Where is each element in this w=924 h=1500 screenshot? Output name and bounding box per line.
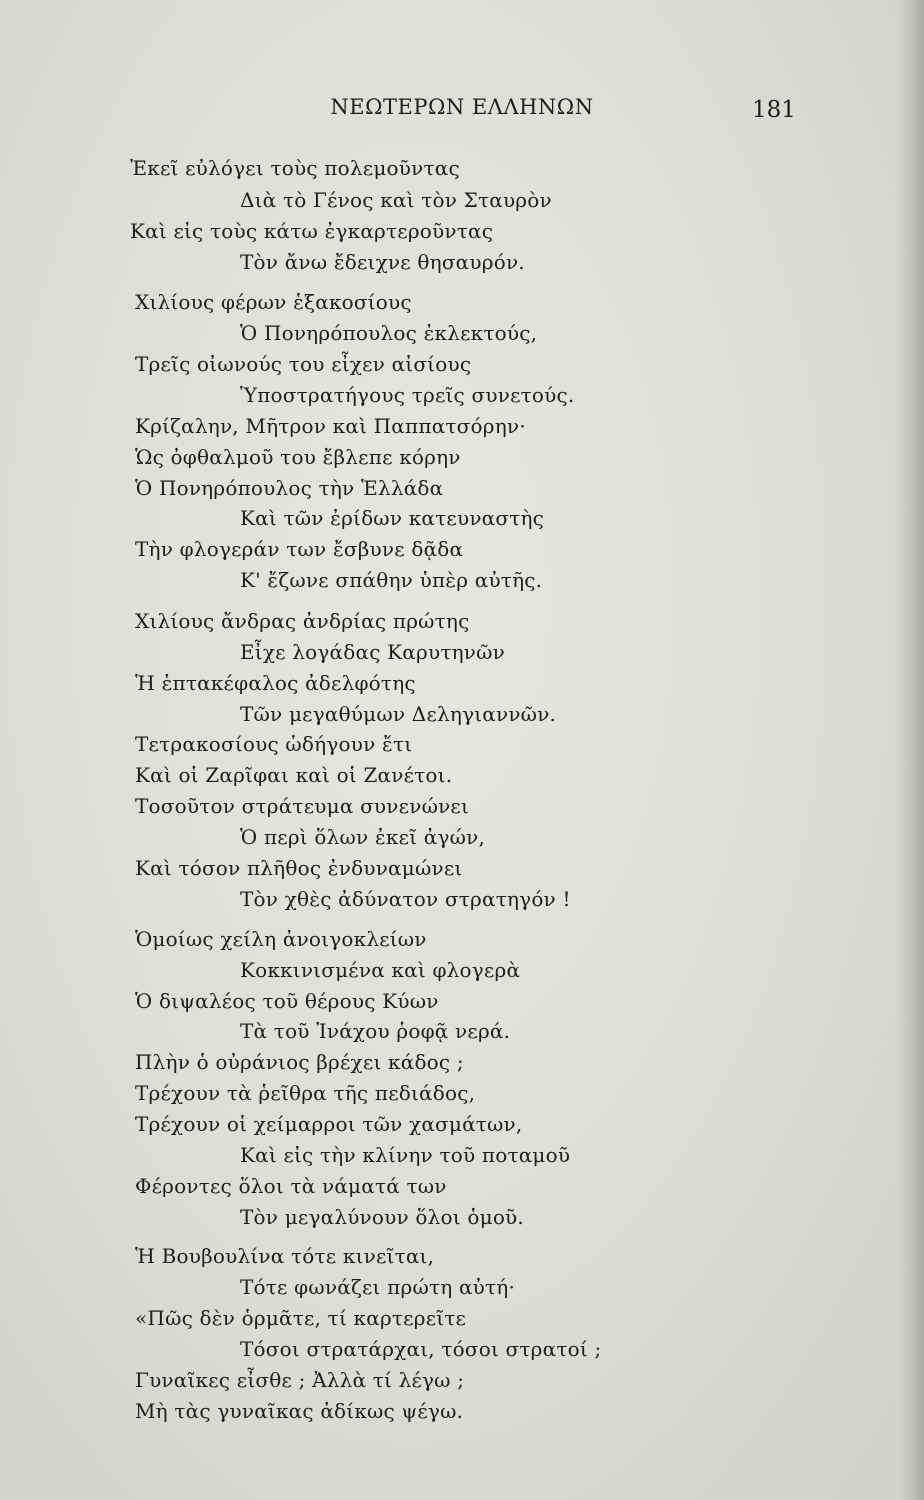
verse-line: Καὶ τόσον πλῆθος ἐνδυναμώνει — [135, 856, 463, 880]
verse-line: Τοσοῦτον στράτευμα συνενώνει — [135, 794, 470, 818]
verse-line: Ὁ Πονηρόπουλος τὴν Ἑλλάδα — [135, 476, 444, 500]
verse-line: Καὶ οἱ Ζαρῖφαι καὶ οἱ Ζανέτοι. — [135, 763, 453, 787]
verse-line: Χιλίους ἄνδρας ἀνδρίας πρώτης — [135, 609, 470, 633]
verse-line: Εἶχε λογάδας Καρυτηνῶν — [240, 640, 505, 664]
verse-line: Ἡ Βουβουλίνα τότε κινεῖται, — [135, 1244, 435, 1268]
verse-line: Ἡ ἑπτακέφαλος ἀδελφότης — [135, 671, 416, 695]
verse-line: Τότε φωνάζει πρώτη αὐτή· — [240, 1275, 516, 1299]
verse-line: Κρίζαλην, Μῆτρον καὶ Παππατσόρην· — [135, 414, 526, 438]
verse-line: Ὁμοίως χείλη ἀνοιγοκλείων — [135, 927, 427, 951]
verse-line: Ὁ Πονηρόπουλος ἐκλεκτούς, — [240, 321, 538, 345]
verse-line: Ὁ περὶ ὅλων ἐκεῖ ἀγών, — [240, 825, 486, 849]
verse-line: Διὰ τὸ Γένος καὶ τὸν Σταυρὸν — [240, 188, 552, 212]
verse-line: Καὶ τῶν ἐρίδων κατευναστὴς — [240, 506, 545, 530]
verse-line: Τὸν μεγαλύνουν ὅλοι ὁμοῦ. — [240, 1205, 524, 1229]
verse-line: Ὡς ὀφθαλμοῦ του ἔβλεπε κόρην — [135, 445, 461, 469]
verse-line: «Πῶς δὲν ὁρμᾶτε, τί καρτερεῖτε — [135, 1306, 467, 1330]
verse-line: Τὴν φλογεράν των ἔσβυνε δᾷδα — [135, 537, 464, 561]
verse-line: Γυναῖκες εἶσθε ; Ἀλλὰ τί λέγω ; — [135, 1368, 465, 1392]
verse-line: Χιλίους φέρων ἑξακοσίους — [135, 290, 412, 314]
verse-line: Τετρακοσίους ὡδήγουν ἔτι — [135, 732, 413, 756]
verse-line: Κοκκινισμένα καὶ φλογερὰ — [240, 958, 521, 982]
verse-line: Κ' ἔζωνε σπάθην ὑπὲρ αὐτῆς. — [240, 568, 543, 592]
running-header-title: ΝΕΩΤΕΡΩΝ ΕΛΛΗΝΩΝ — [330, 95, 594, 119]
verse-line: Ἐκεῖ εὐλόγει τοὺς πολεμοῦντας — [130, 156, 460, 180]
verse-line: Τὸν ἄνω ἔδειχνε θησαυρόν. — [240, 250, 525, 274]
verse-line: Τρέχουν οἱ χείμαρροι τῶν χασμάτων, — [135, 1112, 523, 1136]
verse-line: Τὰ τοῦ Ἰνάχου ῥοφᾷ νερά. — [240, 1019, 511, 1043]
verse-line: Ὁ διψαλέος τοῦ θέρους Κύων — [135, 989, 439, 1013]
verse-line: Πλὴν ὁ οὐράνιος βρέχει κάδος ; — [135, 1050, 464, 1074]
verse-line: Τρεῖς οἰωνούς του εἶχεν αἰσίους — [135, 352, 472, 376]
verse-line: Φέροντες ὅλοι τὰ νάματά των — [135, 1174, 447, 1198]
verse-line: Ὑποστρατήγους τρεῖς συνετούς. — [240, 383, 575, 407]
verse-line: Τὸν χθὲς ἀδύνατον στρατηγόν ! — [240, 887, 571, 911]
verse-line: Καὶ εἰς τοὺς κάτω ἐγκαρτεροῦντας — [130, 219, 494, 243]
page-number: 181 — [752, 97, 796, 123]
page-edge-shadow — [896, 0, 924, 1500]
verse-line: Τρέχουν τὰ ῥεῖθρα τῆς πεδιάδος, — [135, 1081, 476, 1105]
verse-line: Τόσοι στρατάρχαι, τόσοι στρατοί ; — [240, 1337, 602, 1361]
verse-line: Τῶν μεγαθύμων Δεληγιαννῶν. — [240, 702, 557, 726]
verse-line: Καὶ εἰς τὴν κλίνην τοῦ ποταμοῦ — [240, 1143, 571, 1167]
verse-line: Μὴ τὰς γυναῖκας ἀδίκως ψέγω. — [135, 1399, 464, 1423]
